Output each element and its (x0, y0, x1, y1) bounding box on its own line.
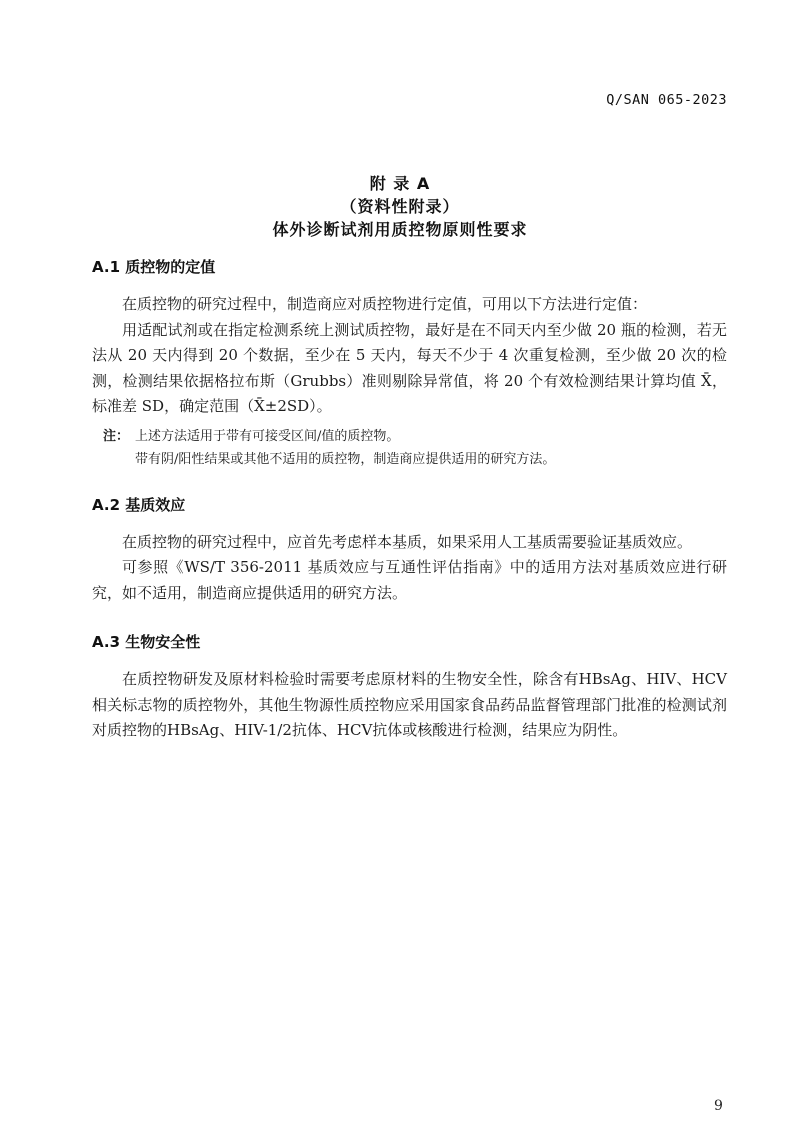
note-label: 注： (103, 428, 130, 444)
note-block (103, 425, 727, 471)
section-heading-a3: A.3 生物安全性 (92, 633, 201, 651)
section-heading-a1: A.1 质控物的定值 (92, 258, 216, 276)
paragraph: 在质控物的研究过程中，应首先考虑样本基质，如果采用人工基质需要验证基质效应。 (122, 532, 693, 551)
paragraph: 可参照《WS/T 356-2011 基质效应与互通性评估指南》中的适用方法对基质效应进行研究，如不适用，制造商应提供适用的研究方法。 (92, 558, 727, 602)
appendix-title: 附 录 A (369, 174, 431, 193)
section-heading-a2: A.2 基质效应 (92, 495, 186, 514)
note-line: 上述方法适用于带有可接受区间/值的质控物。 (135, 428, 400, 444)
paragraph: 用适配试剂或在指定检测系统上测试质控物，最好是在不同天内至少做 20 瓶的检测，若无法从 20 天内得到 20 个数据，至少在 5 天内，每天不少于 4 次重复检测，至少做 20 次的检测，检测结果依据格拉布斯（Grubbs）准则剔除异常值，将 20 个有效检测结果计算均值 X̄，标准差 SD，确定范围（X̄±2SD）。 (92, 320, 727, 415)
paragraph: 在质控物研发及原材料检验时需要考虑原材料的生物安全性，除含有HBsAg、HIV、HCV相关标志物的质控物外，其他生物源性质控物应采用国家食品药品监督管理部门批准的检测试剂对质控物的HBsAg、HIV-1/2抗体、HCV抗体或核酸进行检测，结果应为阴性。 (92, 670, 727, 739)
page-number: 9 (714, 1098, 723, 1114)
standard-code: Q/SAN 065-2023 (606, 92, 727, 108)
note-lines (135, 425, 727, 471)
appendix-title-block (0, 0, 800, 241)
note-line: 带有阴/阳性结果或其他不适用的质控物，制造商应提供适用的研究方法。 (135, 451, 556, 467)
appendix-subject: 体外诊断试剂用质控物原则性要求 (272, 220, 528, 239)
appendix-type: （资料性附录） (340, 197, 460, 216)
paragraph: 在质控物的研究过程中，制造商应对质控物进行定值，可用以下方法进行定值： (122, 295, 648, 313)
document-body (92, 257, 727, 744)
document-header (606, 92, 727, 108)
